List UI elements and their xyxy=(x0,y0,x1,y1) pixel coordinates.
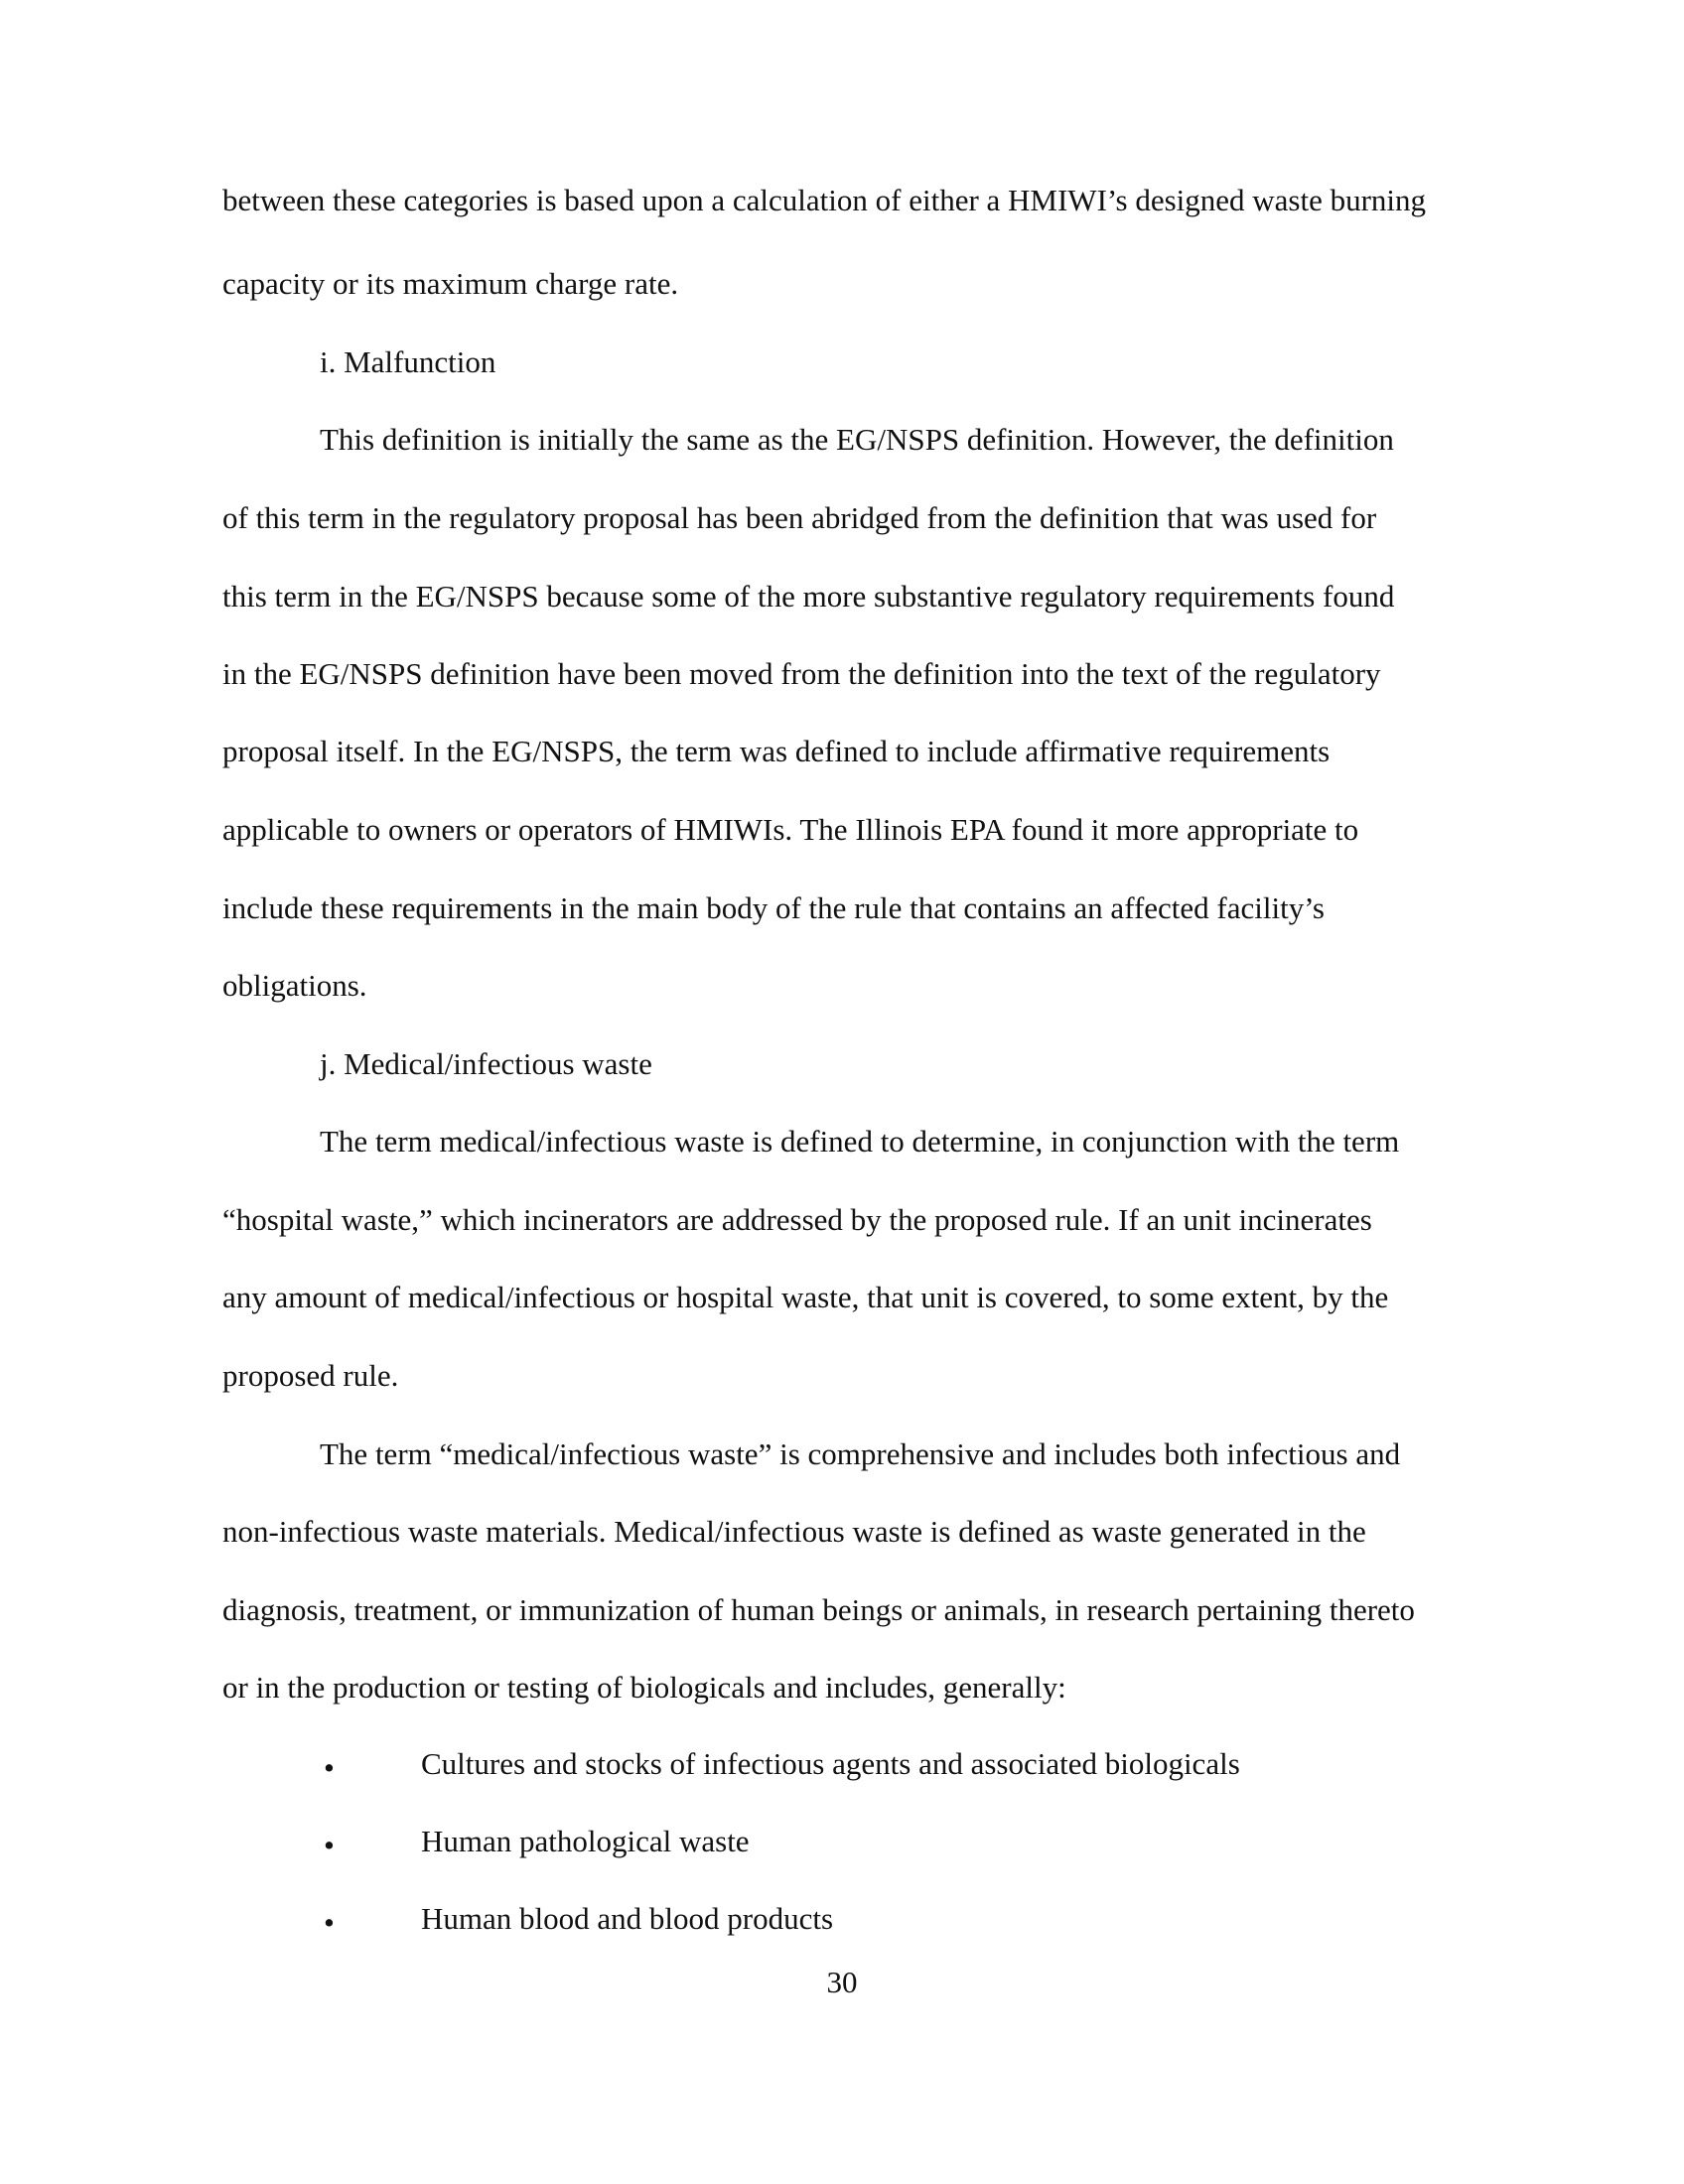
paragraph-line: this term in the EG/NSPS because some of the more substantive regulatory requirements found xyxy=(222,579,1395,614)
paragraph-line: of this term in the regulatory proposal has been abridged from the definition that was used for xyxy=(222,500,1377,535)
paragraph-line: “hospital waste,” which incinerators are addressed by the proposed rule. If an unit incinerates xyxy=(222,1202,1372,1237)
paragraph-line: capacity or its maximum charge rate. xyxy=(222,266,679,301)
paragraph-line: include these requirements in the main body of the rule that contains an affected facility’s xyxy=(222,890,1325,925)
paragraph-line: The term medical/infectious waste is defined to determine, in conjunction with the term xyxy=(320,1124,1400,1159)
paragraph-line: or in the production or testing of biologicals and includes, generally: xyxy=(222,1670,1066,1705)
page-number: 30 xyxy=(826,1965,858,1999)
paragraph-line: in the EG/NSPS definition have been moved from the definition into the text of the regulatory xyxy=(222,656,1381,691)
list-item-text: Cultures and stocks of infectious agents and associated biologicals xyxy=(421,1746,1240,1781)
paragraph-line: proposal itself. In the EG/NSPS, the term was defined to include affirmative requirements xyxy=(222,734,1331,768)
paragraph-line: any amount of medical/infectious or hospital waste, that unit is covered, to some extent, by the xyxy=(222,1280,1389,1314)
paragraph-line: obligations. xyxy=(222,968,367,1003)
section-heading-medical-infectious-waste: j. Medical/infectious waste xyxy=(320,1046,652,1081)
list-item-text: Human pathological waste xyxy=(421,1824,750,1858)
paragraph-line: applicable to owners or operators of HMIWIs. The Illinois EPA found it more appropriate to xyxy=(222,812,1359,847)
bullet-icon: • xyxy=(324,1828,335,1862)
paragraph-line: The term “medical/infectious waste” is comprehensive and includes both infectious and xyxy=(320,1436,1401,1471)
paragraph-line: diagnosis, treatment, or immunization of human beings or animals, in research pertaining thereto xyxy=(222,1592,1415,1627)
bullet-icon: • xyxy=(324,1905,335,1940)
paragraph-line: proposed rule. xyxy=(222,1358,399,1393)
list-item-text: Human blood and blood products xyxy=(421,1901,834,1936)
paragraph-line: between these categories is based upon a calculation of either a HMIWI’s designed waste burning xyxy=(222,183,1427,217)
paragraph-line: non-infectious waste materials. Medical/infectious waste is defined as waste generated in the xyxy=(222,1514,1366,1549)
bullet-icon: • xyxy=(324,1750,335,1785)
section-heading-malfunction: i. Malfunction xyxy=(320,344,496,379)
paragraph-line: This definition is initially the same as the EG/NSPS definition. However, the definition xyxy=(320,422,1394,457)
